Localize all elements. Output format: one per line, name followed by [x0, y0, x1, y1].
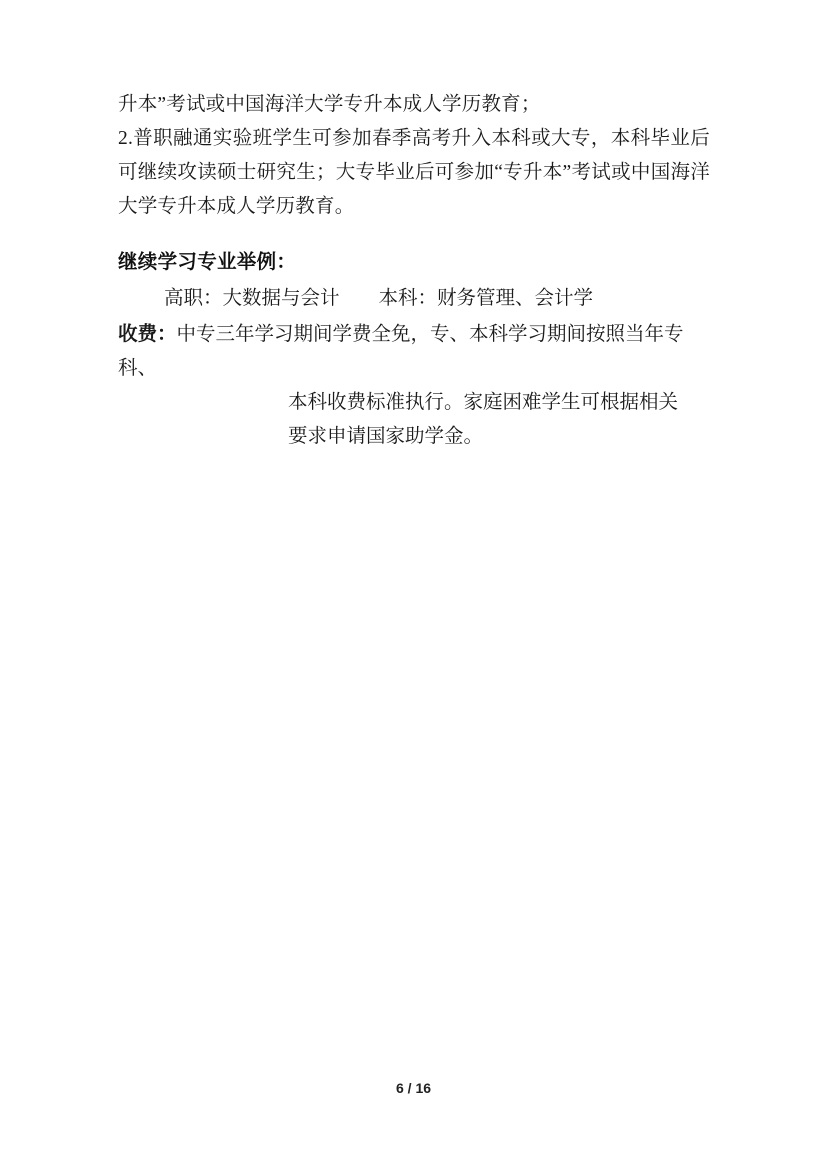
fee-line-2: 本科收费标准执行。家庭困难学生可根据相关: [288, 392, 679, 413]
numbered-paragraph-2: 2.普职融通实验班学生可参加春季高考升入本科或大专，本科毕业后可继续攻读硕士研究生；大专毕业后可参加“专升本”考试或中国海洋大学专升本成人学历教育。: [118, 128, 710, 217]
majors-example-line: 高职：大数据与会计 本科：财务管理、会计学: [164, 288, 594, 309]
page-content: [118, 88, 710, 454]
continuation-paragraph: 升本”考试或中国海洋大学专升本成人学历教育；: [118, 94, 541, 115]
fee-block: [118, 318, 710, 454]
fee-line-1: 中专三年学习期间学费全免，专、本科学习期间按照当年专科、: [118, 324, 684, 379]
fee-line-3: 要求申请国家助学金。: [288, 426, 484, 447]
fee-first-line: [118, 318, 710, 386]
section-heading-continuing-study: 继续学习专业举例：: [118, 252, 297, 273]
fee-label: 收费：: [118, 324, 177, 345]
page-footer-number: 6 / 16: [395, 1080, 432, 1096]
